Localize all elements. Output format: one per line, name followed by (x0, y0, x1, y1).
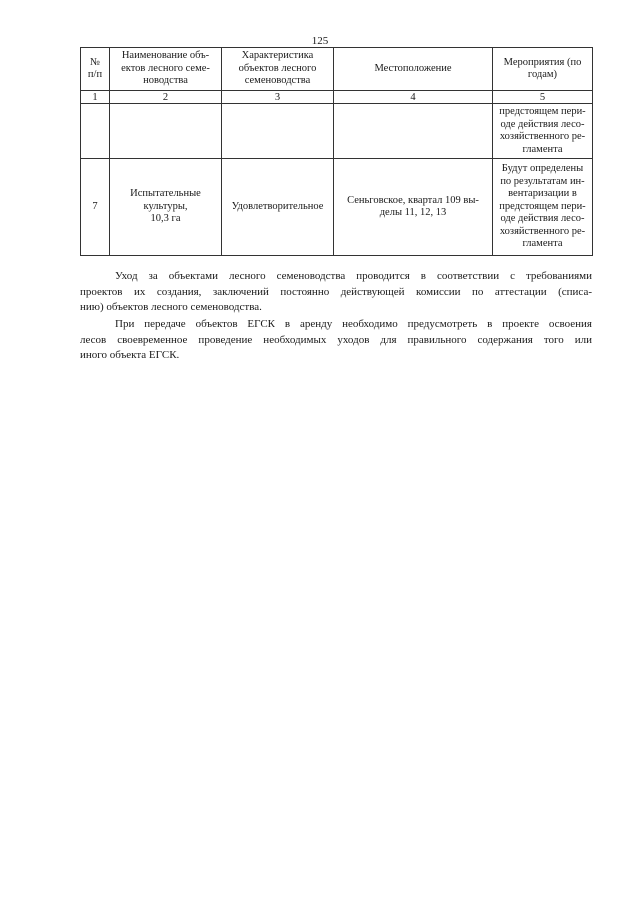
header-measures: Мероприятия (по годам) (493, 48, 593, 91)
header-name: Наименование объ- ектов лесного семе- новодства (110, 48, 222, 91)
object-measures: Будут определены по результатам ин- вентаризации в предстоящем пери- оде действия лесо- хозяйственного ре- гламента (493, 159, 593, 256)
column-number: 3 (222, 91, 334, 104)
column-number: 2 (110, 91, 222, 104)
header-number: № п/п (81, 48, 110, 91)
column-number: 4 (334, 91, 493, 104)
table-row (81, 159, 593, 256)
header-characteristic: Характеристика объектов лесного семеноводства (222, 48, 334, 91)
table-cell (334, 104, 493, 159)
paragraph-line: При передаче объектов ЕГСК в аренду необходимо предусмотреть в проекте освоения (115, 318, 592, 330)
seed-objects-table (80, 47, 593, 256)
object-location: Сеньговское, квартал 109 вы- делы 11, 12, 13 (334, 159, 493, 256)
column-number-row (81, 91, 593, 104)
body-paragraph (80, 317, 592, 364)
header-location: Местоположение (334, 48, 493, 91)
page-number: 125 (311, 35, 329, 47)
object-characteristic: Удовлетворительное (222, 159, 334, 256)
paragraph-line: проектов их создания, заключений постоянно действующей комиссии по аттестации (списа- (80, 285, 592, 298)
table-header-row (81, 48, 593, 91)
column-number: 5 (493, 91, 593, 104)
table-cell (222, 104, 334, 159)
body-paragraph (80, 269, 592, 316)
continuation-row (81, 104, 593, 159)
column-number: 1 (81, 91, 110, 104)
table-cell (81, 104, 110, 159)
object-name: Испытательные культуры, 10,3 га (110, 159, 222, 256)
paragraph-line: иного объекта ЕГСК. (80, 349, 180, 361)
table-cell (110, 104, 222, 159)
paragraph-line: лесов своевременное проведение необходимых уходов для правильного содержания того или (80, 333, 592, 346)
paragraph-line: Уход за объектами лесного семеноводства проводится в соответствии с требованиями (115, 270, 592, 282)
row-number: 7 (81, 159, 110, 256)
paragraph-line: нию) объектов лесного семеноводства. (80, 301, 262, 313)
continuation-measures: предстоящем пери- оде действия лесо- хозяйственного ре- гламента (493, 104, 593, 159)
